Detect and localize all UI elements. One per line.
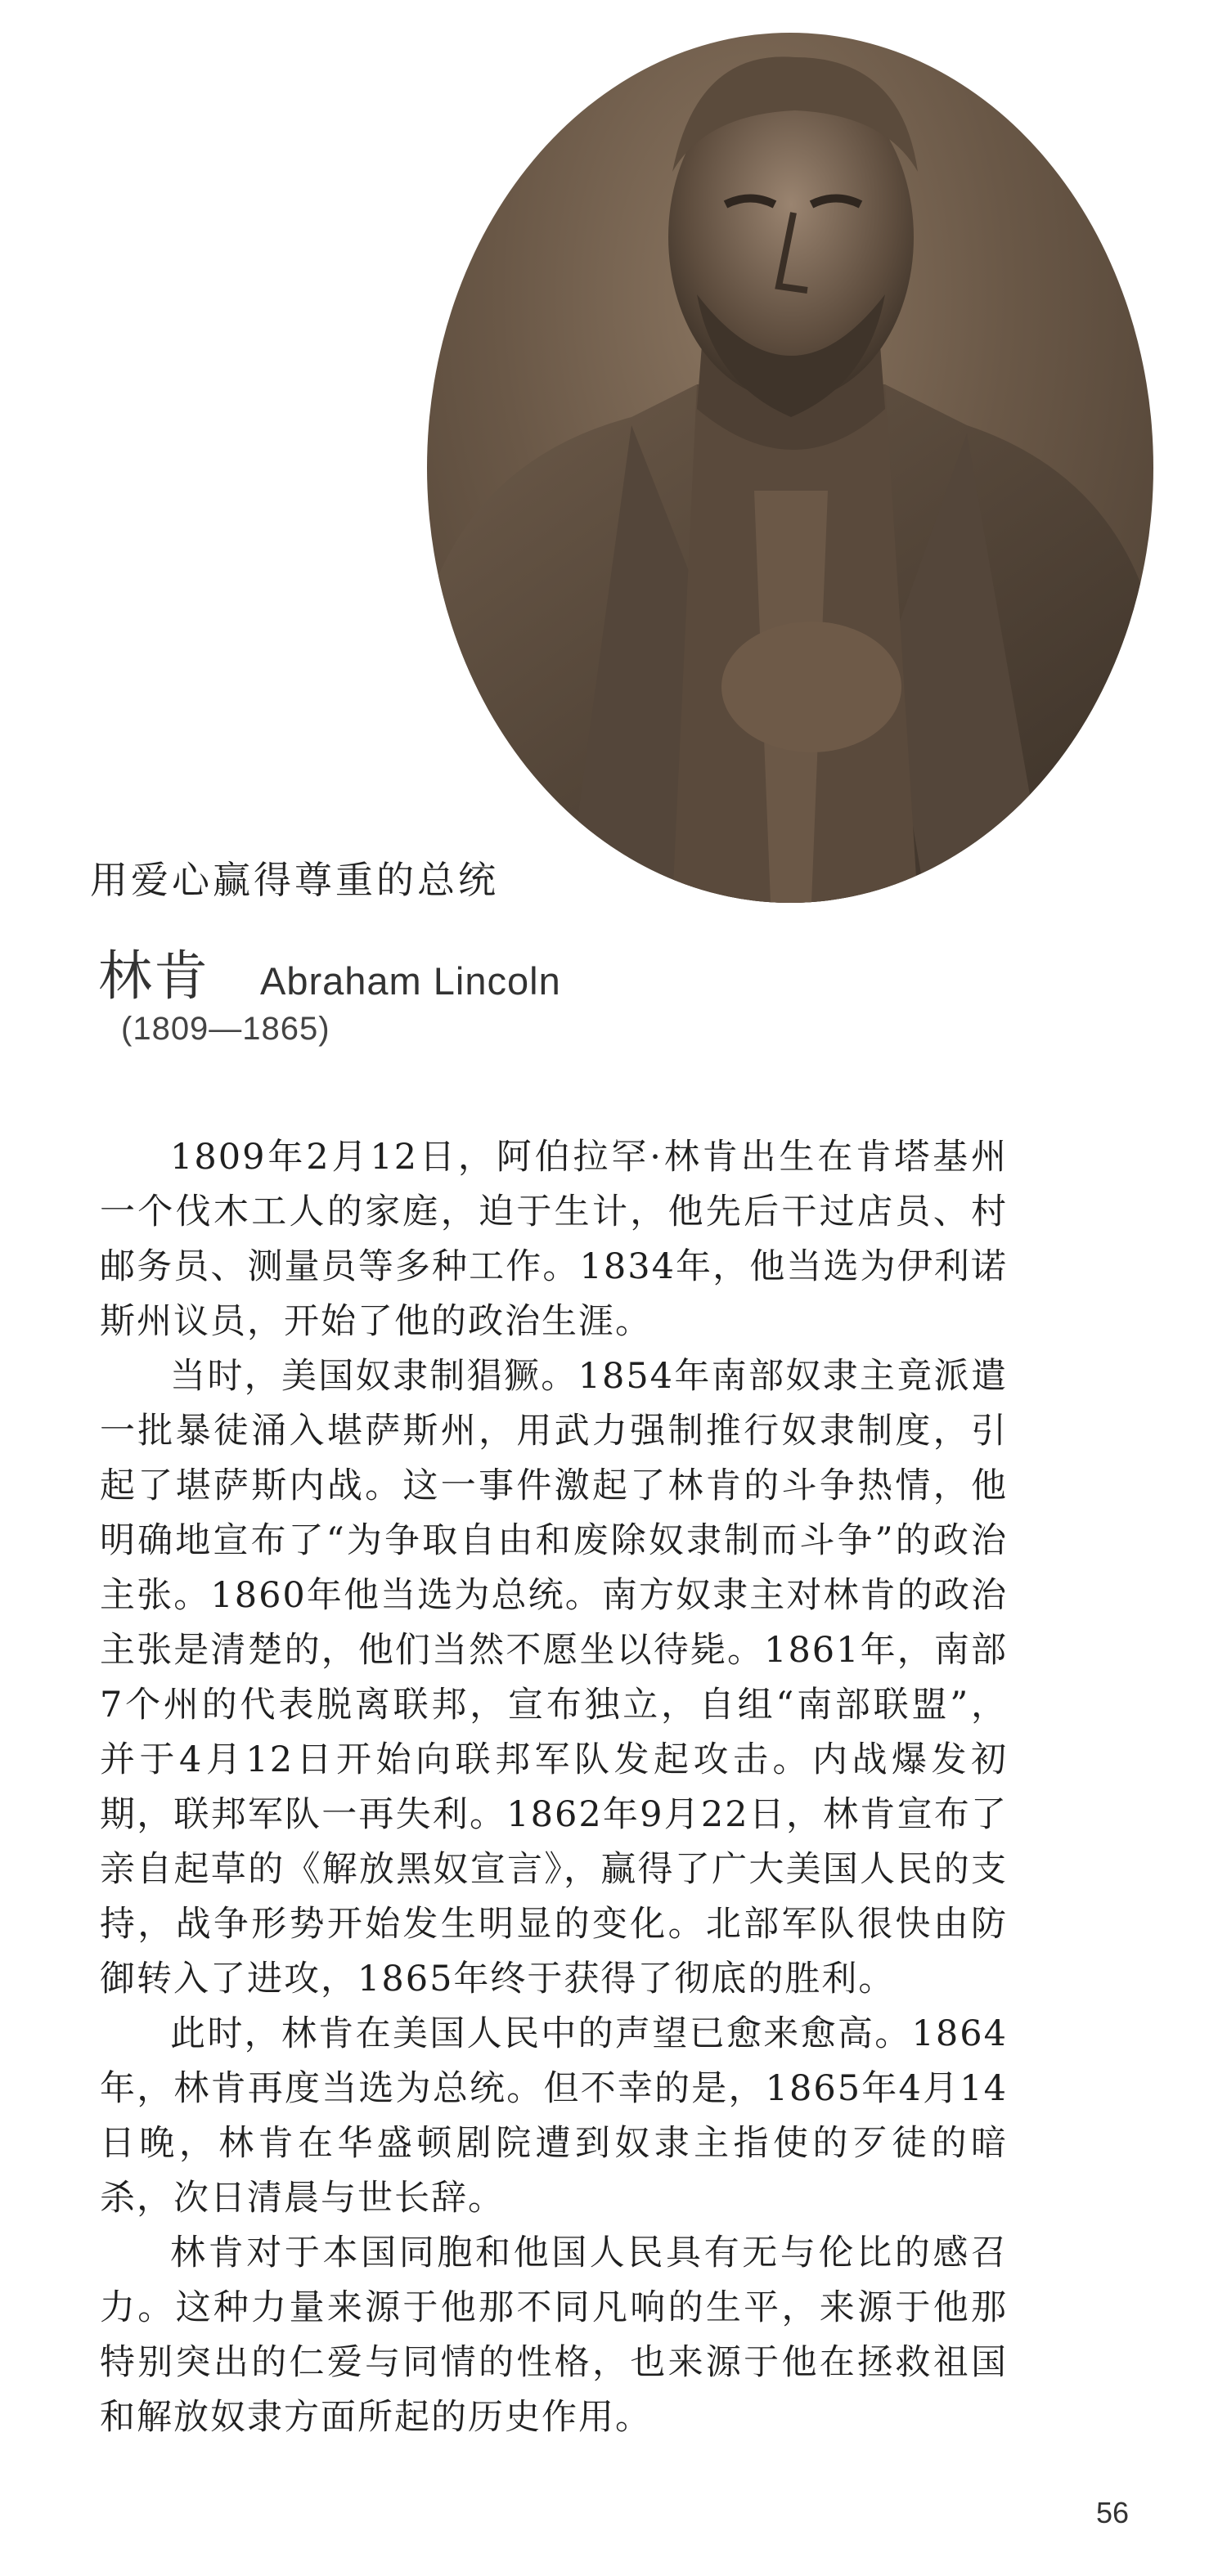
paragraph: 此时，林肯在美国人民中的声望已愈来愈高。1864年，林肯再度当选为总统。但不幸的是，1865年4月14日晚，林肯在华盛顿剧院遭到奴隶主指使的歹徒的暗杀，次日清晨与世长辞。: [100, 2013, 1008, 2219]
article-body: [100, 1130, 1008, 2445]
article-subtitle: 用爱心赢得尊重的总统: [90, 858, 499, 902]
chinese-name: 林肯: [98, 945, 209, 1008]
paragraph: 当时，美国奴隶制猖獗。1854年南部奴隶主竟派遣一批暴徒涌入堪萨斯州，用武力强制推行奴隶制度，引起了堪萨斯内战。这一事件激起了林肯的斗争热情，他明确地宣布了“为争取自由和废除奴隶制而斗争”的政治主张。1860年他当选为总统。南方奴隶主对林肯的政治主张是清楚的，他们当然不愿坐以待毙。1861年，南部7个州的代表脱离联邦，宣布独立，自组“南部联盟”，并于4月12日开始向联邦军队发起攻击。内战爆发初期，联邦军队一再失利。1862年9月22日，林肯宣布了亲自起草的《解放黑奴宣言》，赢得了广大美国人民的支持，战争形势开始发生明显的变化。北部军队很快由防御转入了进攻，1865年终于获得了彻底的胜利。: [100, 1356, 1008, 1999]
bronze-bust-illustration: [427, 33, 1153, 903]
lincoln-bust-photo: [427, 33, 1153, 903]
paragraph: 1809年2月12日，阿伯拉罕·林肯出生在肯塔基州一个伐木工人的家庭，迫于生计，他先后干过店员、村邮务员、测量员等多种工作。1834年，他当选为伊利诺斯州议员，开始了他的政治生涯。: [100, 1137, 1008, 1342]
page-number: 56: [1095, 2496, 1129, 2529]
name-heading: [98, 932, 561, 1010]
english-name: Abraham Lincoln: [260, 959, 561, 1003]
paragraph: 林肯对于本国同胞和他国人民具有无与伦比的感召力。这种力量来源于他那不同凡响的生平，来源于他那特别突出的仁爱与同情的性格，也来源于他在拯救祖国和解放奴隶方面所起的历史作用。: [100, 2233, 1008, 2438]
life-dates: (1809—1865): [121, 1011, 330, 1047]
